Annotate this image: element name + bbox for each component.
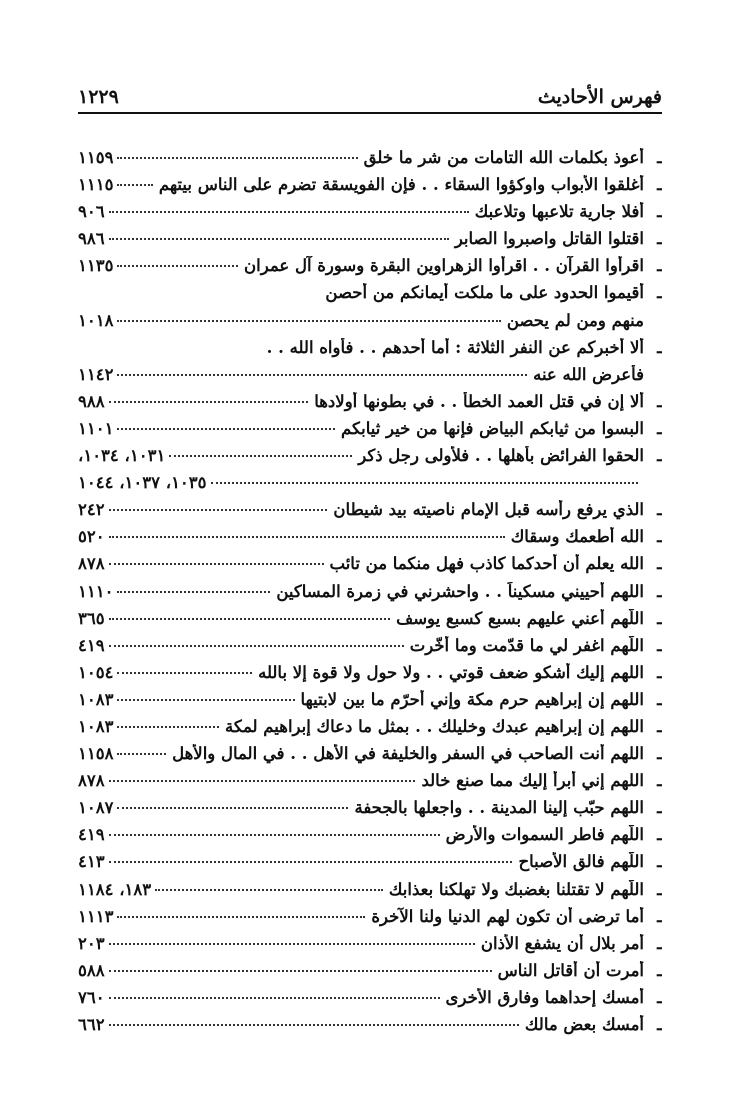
entry-marker: ـ bbox=[657, 716, 662, 736]
entry-page-ref: ٩٨٦ bbox=[78, 229, 105, 249]
leader-dots bbox=[117, 699, 294, 701]
entry-text: اللّهم اغفر لي ما قدّمت وما أخّرت bbox=[409, 635, 644, 655]
entry-marker: ـ bbox=[657, 500, 662, 520]
index-entry bbox=[78, 175, 662, 202]
entry-page-ref: ٩٠٦ bbox=[78, 202, 105, 222]
index-entry bbox=[78, 283, 662, 310]
entry-text: الحقوا الفرائض بأهلها . . فلأولى رجل ذكر bbox=[358, 446, 644, 466]
entry-text: أفلا جارية تلاعبها وتلاعبك bbox=[474, 202, 644, 222]
entry-page-ref: ٤١٣ bbox=[78, 852, 105, 872]
entry-page-ref: ٢٤٢ bbox=[78, 500, 105, 520]
entry-text: اللّهم لا تقتلنا بغضبك ولا تهلكنا بعذابك bbox=[388, 879, 644, 899]
leader-dots bbox=[109, 997, 440, 999]
leader-dots bbox=[117, 265, 238, 267]
entry-page-ref: ٩٨٨ bbox=[78, 391, 105, 411]
entry-marker: ـ bbox=[657, 960, 662, 980]
leader-dots bbox=[109, 238, 449, 240]
entry-marker: ـ bbox=[657, 527, 662, 547]
entry-marker: ـ bbox=[657, 825, 662, 845]
entry-page-ref: ٣٦٥ bbox=[78, 608, 105, 628]
leader-dots bbox=[109, 509, 328, 511]
index-entry bbox=[78, 852, 662, 879]
entry-marker: ـ bbox=[657, 933, 662, 953]
entry-marker: ـ bbox=[657, 635, 662, 655]
entry-page-ref: ٨٧٨ bbox=[78, 554, 105, 574]
entry-page-ref: ١٠٣١، ١٠٣٤، bbox=[78, 446, 166, 466]
entry-text: منهم ومن لم يحصن bbox=[506, 310, 644, 330]
entry-marker: ـ bbox=[657, 418, 662, 438]
entry-text: اللّهم فالق الأصباح bbox=[518, 852, 644, 872]
entry-text: اقتلوا القاتل واصبروا الصابر bbox=[454, 229, 644, 249]
entry-page-ref: ١١٥٨ bbox=[78, 744, 114, 764]
leader-dots bbox=[109, 401, 309, 403]
leader-dots bbox=[117, 428, 335, 430]
leader-dots bbox=[109, 970, 492, 972]
entry-text: أمرت أن أقاتل الناس bbox=[497, 960, 644, 980]
leader-dots bbox=[109, 1024, 519, 1026]
entry-text: اللهم إني أبرأ إليك مما صنع خالد bbox=[421, 771, 644, 791]
entry-text: أما ترضى أن تكون لهم الدنيا ولنا الآخرة bbox=[371, 906, 644, 926]
entry-marker: ـ bbox=[657, 391, 662, 411]
running-title: فهرس الأحاديث bbox=[537, 86, 662, 108]
entry-marker: ـ bbox=[657, 1015, 662, 1034]
leader-dots bbox=[109, 943, 475, 945]
entry-text: اللهم أحييني مسكيناً . . واحشرني في زمرة المساكين bbox=[276, 581, 644, 601]
index-entry bbox=[78, 690, 662, 717]
entry-text: ألا إن في قتل العمد الخطأ . . في بطونها أولادها bbox=[314, 391, 644, 411]
entry-page-ref: ٧٦٠ bbox=[78, 987, 105, 1007]
leader-dots bbox=[117, 807, 348, 809]
index-entry bbox=[78, 148, 662, 175]
entry-marker: ـ bbox=[657, 229, 662, 249]
leader-dots bbox=[117, 157, 357, 159]
entry-marker: ـ bbox=[657, 256, 662, 276]
leader-dots bbox=[109, 211, 469, 213]
entry-marker: ـ bbox=[657, 175, 662, 195]
entry-page-ref: ١١٥٩ bbox=[78, 148, 114, 167]
entry-text: الله يعلم أن أحدكما كاذب فهل منكما من تائب bbox=[329, 554, 644, 574]
index-entry bbox=[78, 527, 662, 554]
entry-text: ألا أخبركم عن النفر الثلاثة : أما أحدهم . . فأواه الله . . bbox=[266, 337, 644, 357]
page-header bbox=[78, 86, 662, 114]
entry-marker: ـ bbox=[657, 798, 662, 818]
leader-dots bbox=[109, 536, 505, 538]
entry-marker: ـ bbox=[657, 581, 662, 601]
leader-dots bbox=[109, 780, 416, 782]
index-entry bbox=[78, 961, 662, 988]
index-entry bbox=[78, 582, 662, 609]
entry-page-ref: ١١٤٢ bbox=[78, 364, 114, 384]
leader-dots bbox=[117, 753, 166, 755]
entry-page-ref: ١٠٨٣ bbox=[78, 689, 114, 709]
leader-dots bbox=[109, 834, 440, 836]
entry-marker: ـ bbox=[657, 744, 662, 764]
entry-page-ref: ١١١٣ bbox=[78, 906, 114, 926]
entry-page-ref: ٦٦٢ bbox=[78, 1015, 105, 1034]
index-entry bbox=[78, 419, 662, 446]
leader-dots bbox=[109, 563, 324, 565]
entry-marker: ـ bbox=[657, 554, 662, 574]
leader-dots bbox=[117, 184, 152, 186]
entry-marker: ـ bbox=[657, 148, 662, 167]
entry-page-ref: ٤١٩ bbox=[78, 635, 105, 655]
entry-text: فأعرض الله عنه bbox=[533, 364, 644, 384]
index-entry bbox=[78, 609, 662, 636]
entry-page-ref: ١٠١٨ bbox=[78, 310, 114, 330]
entry-marker: ـ bbox=[657, 987, 662, 1007]
entry-page-ref: ١١٠١ bbox=[78, 418, 114, 438]
entry-text: أقيموا الحدود على ما ملكت أيمانكم من أحصن bbox=[325, 283, 644, 303]
index-entry bbox=[78, 880, 662, 907]
entry-marker: ـ bbox=[657, 202, 662, 222]
entry-text: أمر بلال أن يشفع الأذان bbox=[480, 933, 644, 953]
hadith-index-list bbox=[78, 148, 662, 1042]
leader-dots bbox=[155, 889, 383, 891]
leader-dots bbox=[109, 861, 513, 863]
leader-dots bbox=[117, 672, 252, 674]
entry-marker: ـ bbox=[657, 337, 662, 357]
entry-marker: ـ bbox=[657, 689, 662, 709]
entry-page-ref: ٥٢٠ bbox=[78, 527, 105, 547]
index-entry bbox=[78, 988, 662, 1015]
index-entry bbox=[78, 229, 662, 256]
entry-page-ref: ١١١٠ bbox=[78, 581, 114, 601]
entry-marker: ـ bbox=[657, 283, 662, 303]
index-entry bbox=[78, 744, 662, 771]
index-entry bbox=[78, 771, 662, 798]
leader-dots bbox=[117, 591, 270, 593]
index-entry bbox=[78, 202, 662, 229]
page-number: ١٢٢٩ bbox=[78, 86, 119, 108]
entry-text: اللهم إليك أشكو ضعف قوتي . . ولا حول ولا قوة إلا بالله bbox=[258, 662, 644, 682]
entry-text: اللهم أنت الصاحب في السفر والخليفة في الأهل . . في المال والأهل bbox=[172, 744, 644, 764]
leader-dots bbox=[169, 455, 352, 457]
entry-marker: ـ bbox=[657, 608, 662, 628]
index-entry bbox=[78, 636, 662, 663]
header-divider bbox=[78, 112, 662, 114]
index-entry bbox=[78, 473, 662, 500]
entry-page-ref: ٤١٩ bbox=[78, 825, 105, 845]
entry-text: أغلقوا الأبواب واوكؤوا السقاء . . فإن الفويسقة تضرم على الناس بيتهم bbox=[158, 175, 644, 195]
index-entry bbox=[78, 934, 662, 961]
entry-marker: ـ bbox=[657, 771, 662, 791]
index-entry bbox=[78, 717, 662, 744]
leader-dots bbox=[117, 374, 527, 376]
entry-text: الله أطعمك وسقاك bbox=[510, 527, 644, 547]
entry-page-ref: ٥٨٨ bbox=[78, 960, 105, 980]
entry-page-ref: ٢٠٣ bbox=[78, 933, 105, 953]
entry-page-ref: ١٠٨٣ bbox=[78, 716, 114, 736]
entry-marker: ـ bbox=[657, 879, 662, 899]
index-entry bbox=[78, 825, 662, 852]
entry-page-ref: ١٨٣، ١١٨٤ bbox=[78, 879, 152, 899]
index-entry bbox=[78, 446, 662, 473]
leader-dots bbox=[117, 916, 365, 918]
leader-dots bbox=[117, 320, 500, 322]
index-entry bbox=[78, 500, 662, 527]
index-entry bbox=[78, 392, 662, 419]
index-entry bbox=[78, 907, 662, 934]
entry-text: أمسك إحداهما وفارق الأخرى bbox=[445, 987, 644, 1007]
entry-page-ref: ١٠٥٤ bbox=[78, 662, 114, 682]
index-entry bbox=[78, 1015, 662, 1042]
leader-dots bbox=[109, 618, 391, 620]
index-entry bbox=[78, 798, 662, 825]
entry-page-ref: ١٠٨٧ bbox=[78, 798, 114, 818]
entry-text: اللهم إن إبراهيم عبدك وخليلك . . بمثل ما دعاك إبراهيم لمكة bbox=[225, 716, 644, 736]
entry-text: الذي يرفع رأسه قبل الإمام ناصيته بيد شيطان bbox=[333, 500, 644, 520]
index-entry bbox=[78, 311, 662, 338]
entry-text: اللهم حبّب إلينا المدينة . . واجعلها بالجحفة bbox=[354, 798, 644, 818]
entry-text: أعوذ بكلمات الله التامات من شر ما خلق bbox=[363, 148, 644, 167]
entry-marker: ـ bbox=[657, 906, 662, 926]
entry-page-ref: ١٠٣٥، ١٠٣٧، ١٠٤٤ bbox=[78, 473, 207, 493]
entry-marker: ـ bbox=[657, 852, 662, 872]
index-entry bbox=[78, 554, 662, 581]
entry-page-ref: ٨٧٨ bbox=[78, 771, 105, 791]
index-entry bbox=[78, 338, 662, 365]
index-entry bbox=[78, 365, 662, 392]
leader-dots bbox=[109, 645, 404, 647]
entry-text: البسوا من ثيابكم البياض فإنها من خير ثيابكم bbox=[341, 418, 644, 438]
entry-text: اللّهم أعني عليهم بسبع كسبع يوسف bbox=[396, 608, 644, 628]
entry-text: اللهم إن إبراهيم حرم مكة وإني أحرّم ما بين لابتيها bbox=[300, 689, 644, 709]
entry-text: أمسك بعض مالك bbox=[524, 1015, 644, 1034]
index-entry bbox=[78, 256, 662, 283]
leader-dots bbox=[117, 726, 219, 728]
index-entry bbox=[78, 663, 662, 690]
entry-marker: ـ bbox=[657, 662, 662, 682]
entry-text: اللّهم فاطر السموات والأرض bbox=[445, 825, 644, 845]
entry-page-ref: ١١٣٥ bbox=[78, 256, 114, 276]
entry-marker: ـ bbox=[657, 446, 662, 466]
entry-text: اقرأوا القرآن . . اقرأوا الزهراوين البقرة وسورة آل عمران bbox=[244, 256, 644, 276]
entry-page-ref: ١١١٥ bbox=[78, 175, 114, 195]
leader-dots bbox=[211, 482, 638, 484]
